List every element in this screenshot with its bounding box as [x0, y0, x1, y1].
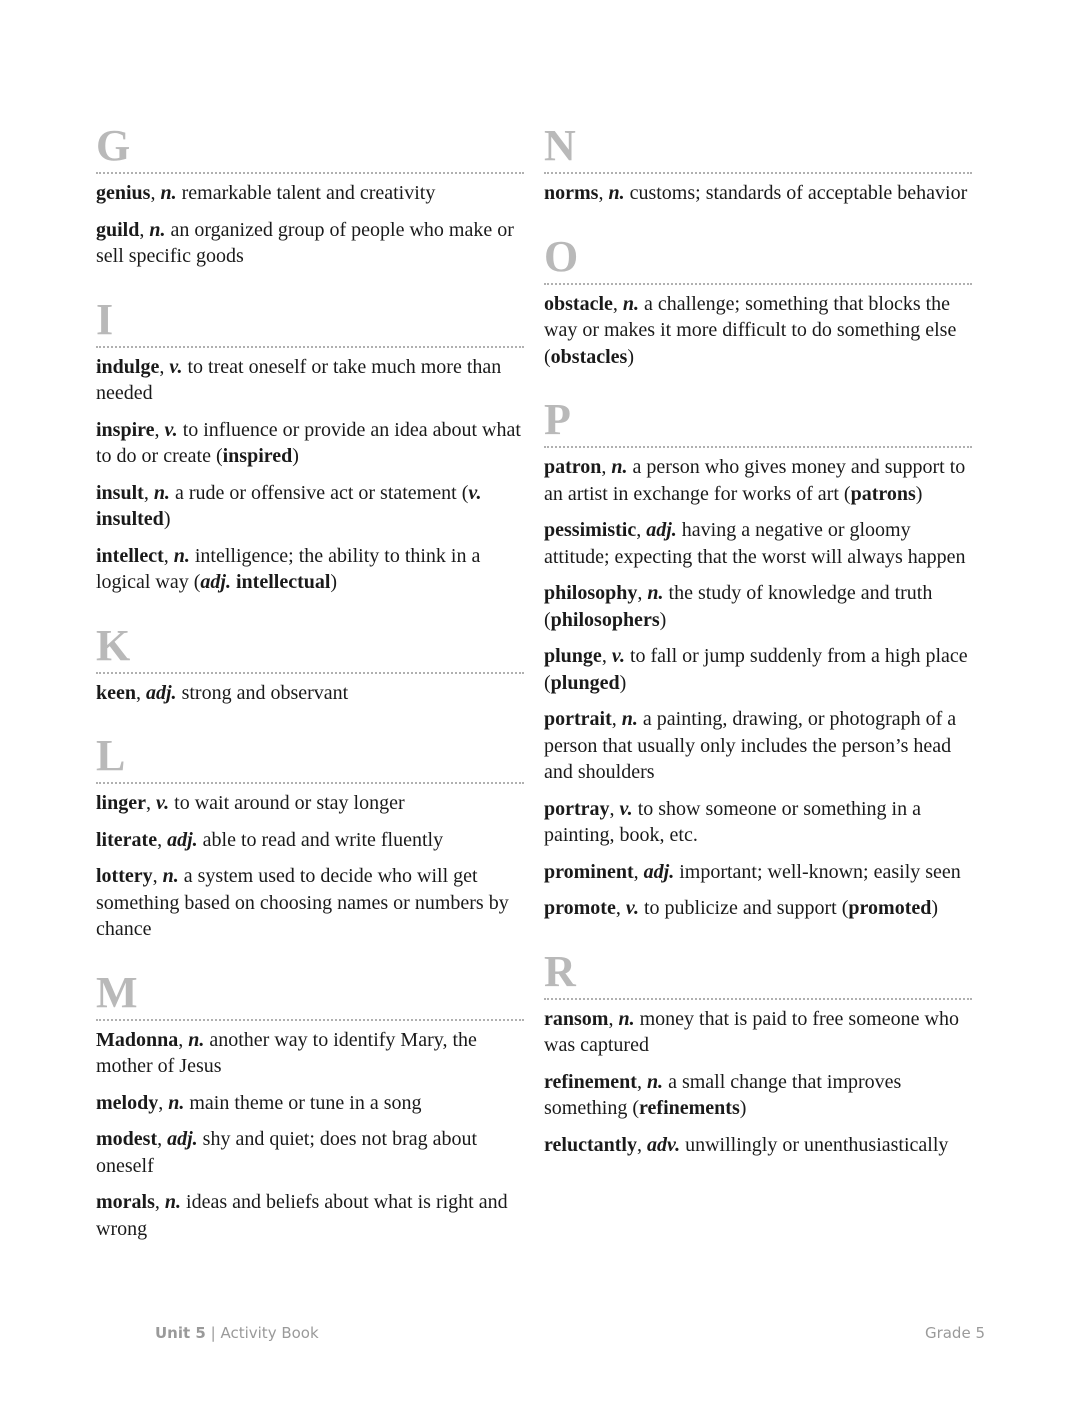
entry-part-of-speech: n. — [153, 481, 170, 504]
glossary-entry: melody, n. main theme or tune in a song — [96, 1091, 422, 1114]
entry-definition: to wait around or stay longer — [174, 792, 405, 814]
entry-form: inspired — [222, 445, 293, 467]
entry-part-of-speech: v. — [611, 645, 625, 667]
entry-word: guild — [96, 218, 140, 241]
footer-book: Activity Book — [220, 1324, 319, 1342]
entry-word: melody — [96, 1091, 159, 1114]
section-letter: K — [96, 620, 132, 670]
glossary-entry: philosophy, n. the study of knowledge and truth (philosophers) — [544, 582, 933, 631]
entry-definition: a person who gives money and support to an artist in exchange for works of art — [544, 456, 966, 505]
entry-definition: a challenge; something that blocks the way or makes it more difficult to do something else — [544, 292, 957, 341]
letter-section — [544, 948, 972, 1159]
entry-definition: a painting, drawing, or photograph of a person that usually only includes the person’s head and shoulders — [544, 708, 957, 783]
glossary-entry: linger, v. to wait around or stay longer — [96, 792, 405, 814]
dotted-divider — [544, 283, 972, 285]
entry-part-of-speech: n. — [160, 182, 177, 204]
entry-word: Madonna — [96, 1028, 179, 1051]
dotted-divider — [96, 346, 524, 348]
entry-word: philosophy — [544, 582, 638, 604]
section-letter: R — [544, 946, 577, 996]
entry-part-of-speech: n. — [611, 456, 628, 478]
glossary-entry: prominent, adj. important; well-known; easily seen — [544, 860, 961, 883]
entry-definition: customs; standards of acceptable behavior — [629, 182, 968, 204]
section-letter: M — [96, 967, 139, 1017]
entry-form-part-of-speech: v. — [468, 481, 482, 504]
footer-grade: Grade 5 — [924, 1324, 985, 1342]
glossary-entry: promote, v. to publicize and support (promoted) — [544, 897, 939, 919]
entry-word: lottery — [96, 865, 153, 887]
entry-word: genius — [96, 182, 151, 204]
dotted-divider — [96, 1019, 524, 1021]
glossary-entry: pessimistic, adj. having a negative or gloomy attitude; expecting that the worst will always happen — [544, 519, 966, 568]
entry-definition: another way to identify Mary, the mother of Jesus — [96, 1028, 477, 1077]
entry-part-of-speech: n. — [149, 218, 166, 241]
entry-word: refinement — [544, 1070, 637, 1093]
entry-definition: a system used to decide who will get something based on choosing names or numbers by chance — [96, 865, 509, 940]
entry-form: plunged — [550, 671, 620, 694]
glossary-entry: insult, n. a rude or offensive act or statement (v. insulted) — [96, 481, 482, 530]
entry-part-of-speech: v. — [625, 897, 639, 919]
entry-definition: ideas and beliefs about what is right and wrong — [96, 1191, 508, 1240]
entry-word: keen — [96, 681, 136, 704]
entry-part-of-speech: n. — [621, 708, 638, 730]
entry-part-of-speech: adj. — [146, 681, 177, 704]
entry-word: norms — [544, 182, 599, 204]
glossary-entry: inspire, v. to influence or provide an idea about what to do or create (inspired) — [96, 418, 521, 467]
letter-section — [96, 732, 524, 943]
entry-part-of-speech: n. — [646, 1070, 664, 1093]
entry-word: patron — [544, 456, 602, 478]
entry-definition: the study of knowledge and truth — [668, 582, 933, 604]
glossary-entry: lottery, n. a system used to decide who will get something based on choosing names or numbers by chance — [96, 865, 509, 940]
letter-section — [96, 622, 524, 707]
entry-form: refinements — [639, 1097, 740, 1119]
entry-form: intellectual — [235, 571, 331, 593]
entry-definition: unwillingly or unenthusiastically — [685, 1133, 949, 1156]
entry-word: obstacle — [544, 292, 613, 315]
entry-definition: to publicize and support — [643, 897, 837, 919]
glossary-entry: portray, v. to show someone or something in a painting, book, etc. — [544, 797, 921, 846]
entry-definition: a small change that improves something — [544, 1070, 902, 1119]
entry-part-of-speech: n. — [164, 1191, 182, 1213]
entry-word: promote — [544, 897, 616, 919]
entry-definition: an organized group of people who make or sell specific goods — [96, 218, 514, 267]
glossary-entry: obstacle, n. a challenge; something that blocks the way or makes it more difficult to do something else (obstacles) — [544, 292, 957, 368]
entry-word: indulge — [96, 355, 160, 378]
glossary-right-column — [544, 122, 972, 1184]
entry-definition: remarkable talent and creativity — [181, 182, 436, 204]
entry-word: prominent — [544, 860, 634, 883]
entry-definition: having a negative or gloomy attitude; expecting that the worst will always happen — [544, 519, 966, 568]
entry-part-of-speech: v. — [619, 797, 633, 820]
entry-form: philosophers — [550, 608, 660, 631]
glossary-entry: guild, n. an organized group of people who make or sell specific goods — [96, 218, 514, 267]
entry-form: insulted — [96, 508, 164, 530]
glossary-entry: modest, adj. shy and quiet; does not brag about oneself — [96, 1128, 478, 1177]
dotted-divider — [544, 446, 972, 448]
entry-definition: to influence or provide an idea about what to do or create — [96, 418, 521, 467]
entry-word: ransom — [544, 1007, 609, 1030]
glossary-entry: plunge, v. to fall or jump suddenly from a high place (plunged) — [544, 645, 968, 694]
section-letter: P — [544, 395, 572, 444]
glossary-entry: reluctantly, adv. unwillingly or unenthusiastically — [544, 1133, 949, 1156]
dotted-divider — [544, 998, 972, 1000]
glossary-entry: portrait, n. a painting, drawing, or photograph of a person that usually only includes the person’s head and shoulders — [544, 708, 957, 783]
dotted-divider — [96, 172, 524, 174]
entry-definition: intelligence; the ability to think in a logical way — [96, 544, 481, 593]
footer-unit: Unit 5 — [155, 1324, 206, 1342]
entry-word: portray — [544, 797, 610, 820]
glossary-entry: ransom, n. money that is paid to free someone who was captured — [544, 1007, 959, 1056]
section-letter: N — [544, 121, 577, 170]
entry-part-of-speech: n. — [618, 1007, 635, 1030]
entry-part-of-speech: n. — [647, 582, 664, 604]
glossary-entry: intellect, n. intelligence; the ability to think in a logical way (adj. intellectual) — [96, 544, 481, 593]
footer-separator: | — [210, 1324, 216, 1342]
entry-form: obstacles — [550, 345, 628, 368]
glossary-entry: Madonna, n. another way to identify Mary, the mother of Jesus — [96, 1028, 477, 1077]
glossary-entry: morals, n. ideas and beliefs about what is right and wrong — [96, 1191, 508, 1240]
letter-section — [96, 296, 524, 596]
entry-definition: important; well-known; easily seen — [679, 860, 961, 883]
glossary-entry: keen, adj. strong and observant — [96, 681, 349, 704]
entry-definition: shy and quiet; does not brag about oneself — [96, 1128, 478, 1177]
entry-form: patrons — [850, 482, 916, 505]
entry-word: insult — [96, 481, 144, 504]
entry-part-of-speech: n. — [188, 1028, 205, 1051]
entry-part-of-speech: n. — [622, 292, 640, 315]
entry-form-part-of-speech: adj. — [200, 571, 231, 593]
footer-unit-label — [155, 1324, 319, 1342]
entry-definition: a rude or offensive act or statement — [174, 481, 457, 504]
glossary-entry: refinement, n. a small change that improves something (refinements) — [544, 1070, 902, 1119]
entry-word: inspire — [96, 418, 155, 441]
entry-part-of-speech: adj. — [643, 860, 675, 883]
glossary-entry: literate, adj. able to read and write fluently — [96, 828, 444, 851]
letter-section — [544, 233, 972, 371]
entry-definition: main theme or tune in a song — [189, 1091, 422, 1114]
section-letter: G — [96, 121, 132, 170]
entry-part-of-speech: n. — [608, 182, 625, 204]
entry-part-of-speech: v. — [156, 792, 170, 814]
letter-section — [544, 122, 972, 207]
glossary-entry: norms, n. customs; standards of acceptable behavior — [544, 182, 968, 204]
entry-definition: to treat oneself or take much more than needed — [96, 355, 502, 404]
entry-definition: able to read and write fluently — [202, 828, 444, 851]
letter-section — [544, 396, 972, 922]
entry-part-of-speech: v. — [169, 355, 183, 378]
entry-word: plunge — [544, 645, 602, 667]
glossary-entry: genius, n. remarkable talent and creativity — [96, 182, 436, 204]
entry-word: modest — [96, 1128, 158, 1150]
section-letter: O — [544, 231, 580, 281]
entry-definition: strong and observant — [181, 681, 349, 704]
entry-word: literate — [96, 828, 158, 851]
entry-part-of-speech: v. — [164, 418, 178, 441]
entry-definition: money that is paid to free someone who was captured — [544, 1007, 959, 1056]
entry-part-of-speech: adv. — [646, 1133, 681, 1156]
entry-form: promoted — [848, 897, 932, 919]
entry-part-of-speech: n. — [168, 1091, 185, 1114]
dotted-divider — [96, 782, 524, 784]
entry-word: pessimistic — [544, 519, 637, 541]
entry-part-of-speech: adj. — [167, 828, 198, 851]
entry-part-of-speech: adj. — [646, 519, 677, 541]
dotted-divider — [96, 672, 524, 674]
letter-section — [96, 122, 524, 270]
entry-word: morals — [96, 1191, 155, 1213]
glossary-left-column — [96, 122, 524, 1268]
section-letter: I — [96, 294, 115, 344]
entry-word: portrait — [544, 708, 612, 730]
dotted-divider — [544, 172, 972, 174]
glossary-entry: indulge, v. to treat oneself or take much more than needed — [96, 355, 502, 404]
entry-word: linger — [96, 792, 146, 814]
entry-part-of-speech: n. — [173, 544, 190, 567]
entry-definition: to fall or jump suddenly from a high place — [629, 645, 968, 667]
section-letter: L — [96, 731, 127, 780]
entry-part-of-speech: adj. — [167, 1128, 198, 1150]
entry-definition: to show someone or something in a painting, book, etc. — [544, 797, 921, 846]
entry-part-of-speech: n. — [162, 865, 179, 887]
entry-word: reluctantly — [544, 1133, 637, 1156]
glossary-entry: patron, n. a person who gives money and support to an artist in exchange for works of art (patrons) — [544, 456, 966, 505]
letter-section — [96, 969, 524, 1243]
entry-word: intellect — [96, 544, 164, 567]
